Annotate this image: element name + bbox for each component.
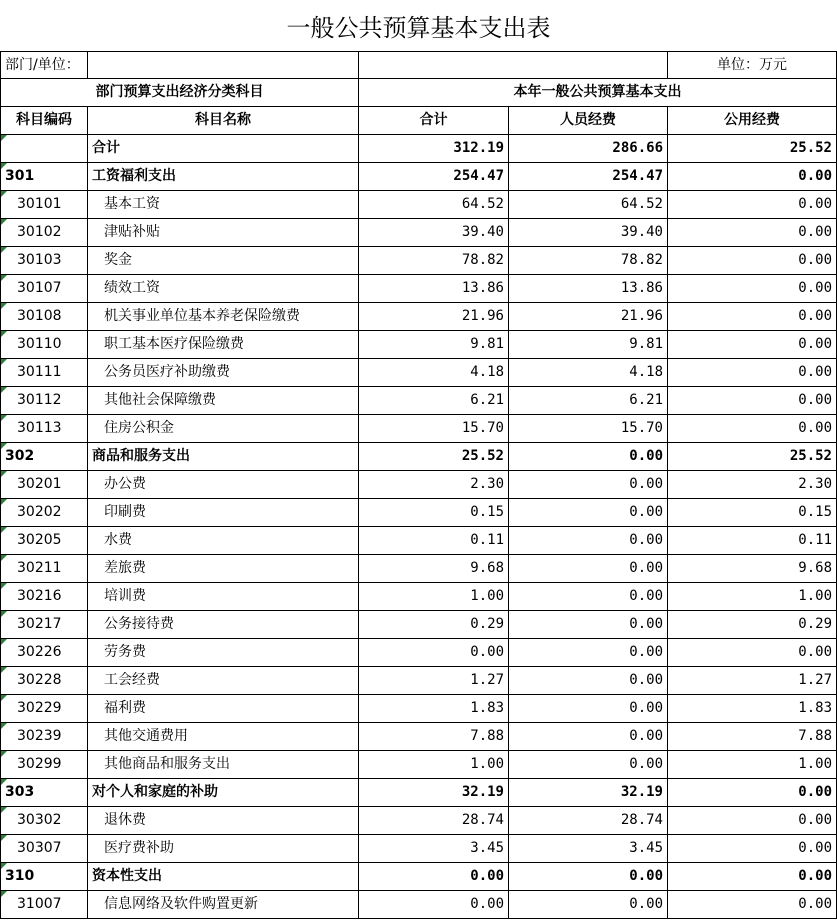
personnel-cell[interactable]: 6.21 — [509, 387, 668, 415]
table-row — [1, 891, 837, 919]
public-cell[interactable]: 0.00 — [668, 415, 837, 443]
total-cell[interactable]: 39.40 — [359, 219, 509, 247]
public-cell[interactable]: 1.27 — [668, 667, 837, 695]
header-group-left[interactable] — [1, 79, 359, 107]
header-total-label: 合计 — [419, 112, 448, 128]
total-cell[interactable]: 0.29 — [359, 611, 509, 639]
total-cell[interactable]: 64.52 — [359, 191, 509, 219]
personnel-cell[interactable]: 4.18 — [509, 359, 668, 387]
public-cell[interactable]: 1.00 — [668, 751, 837, 779]
table-row — [1, 835, 837, 863]
total-cell[interactable]: 9.68 — [359, 555, 509, 583]
header-group-right[interactable] — [359, 79, 837, 107]
total-cell[interactable]: 2.30 — [359, 471, 509, 499]
table-row — [1, 499, 837, 527]
header-name[interactable] — [88, 107, 359, 135]
table-row — [1, 639, 837, 667]
header-code[interactable] — [1, 107, 88, 135]
code-cell[interactable]: 30228 — [1, 667, 88, 695]
code-cell[interactable]: 30201 — [1, 471, 88, 499]
name-cell[interactable]: 劳务费 — [88, 639, 359, 667]
personnel-cell[interactable]: 32.19 — [509, 779, 668, 807]
table-row — [1, 807, 837, 835]
table-row — [1, 751, 837, 779]
public-cell[interactable]: 0.00 — [668, 807, 837, 835]
blank-cell[interactable] — [359, 52, 668, 79]
name-cell[interactable]: 水费 — [88, 527, 359, 555]
personnel-cell[interactable]: 13.86 — [509, 275, 668, 303]
personnel-cell[interactable]: 0.00 — [509, 751, 668, 779]
dept-label: 部门/单位： — [5, 57, 80, 73]
code-cell[interactable]: 301 — [1, 163, 88, 191]
personnel-cell[interactable]: 39.40 — [509, 219, 668, 247]
personnel-cell[interactable]: 0.00 — [509, 723, 668, 751]
table-row — [1, 303, 837, 331]
personnel-cell[interactable]: 9.81 — [509, 331, 668, 359]
dept-label-cell[interactable] — [1, 52, 88, 79]
personnel-cell[interactable]: 0.00 — [509, 527, 668, 555]
code-cell[interactable]: 30302 — [1, 807, 88, 835]
public-cell[interactable]: 0.00 — [668, 331, 837, 359]
table-row — [1, 163, 837, 191]
personnel-cell[interactable]: 0.00 — [509, 639, 668, 667]
personnel-cell[interactable]: 0.00 — [509, 863, 668, 891]
code-cell[interactable]: 30239 — [1, 723, 88, 751]
table-row — [1, 527, 837, 555]
table-row — [1, 723, 837, 751]
code-cell[interactable]: 30211 — [1, 555, 88, 583]
name-cell[interactable]: 绩效工资 — [88, 275, 359, 303]
public-cell[interactable]: 0.00 — [668, 779, 837, 807]
personnel-cell[interactable]: 0.00 — [509, 667, 668, 695]
name-cell[interactable]: 其他社会保障缴费 — [88, 387, 359, 415]
name-cell[interactable]: 差旅费 — [88, 555, 359, 583]
name-cell[interactable]: 奖金 — [88, 247, 359, 275]
table-row — [1, 415, 837, 443]
total-cell[interactable]: 32.19 — [359, 779, 509, 807]
budget-table — [0, 51, 837, 919]
total-cell[interactable]: 13.86 — [359, 275, 509, 303]
public-cell[interactable]: 0.00 — [668, 387, 837, 415]
total-cell[interactable]: 1.83 — [359, 695, 509, 723]
personnel-cell[interactable]: 78.82 — [509, 247, 668, 275]
table-row — [1, 583, 837, 611]
total-cell[interactable]: 6.21 — [359, 387, 509, 415]
public-cell[interactable]: 0.00 — [668, 275, 837, 303]
table-row — [1, 611, 837, 639]
name-cell[interactable]: 福利费 — [88, 695, 359, 723]
dept-value-cell[interactable] — [88, 52, 359, 79]
code-cell[interactable]: 30103 — [1, 247, 88, 275]
personnel-cell[interactable]: 28.74 — [509, 807, 668, 835]
name-cell[interactable]: 公务员医疗补助缴费 — [88, 359, 359, 387]
code-cell[interactable]: 30112 — [1, 387, 88, 415]
code-cell[interactable]: 30226 — [1, 639, 88, 667]
code-cell[interactable]: 30205 — [1, 527, 88, 555]
total-cell[interactable]: 1.00 — [359, 583, 509, 611]
total-cell[interactable]: 4.18 — [359, 359, 509, 387]
name-cell[interactable]: 合计 — [88, 135, 359, 163]
table-row — [1, 247, 837, 275]
public-cell[interactable]: 1.00 — [668, 583, 837, 611]
code-cell[interactable]: 310 — [1, 863, 88, 891]
name-cell[interactable]: 其他交通费用 — [88, 723, 359, 751]
name-cell[interactable]: 信息网络及软件购置更新 — [88, 891, 359, 919]
name-cell[interactable]: 公务接待费 — [88, 611, 359, 639]
table-row — [1, 219, 837, 247]
header-public-label: 公用经费 — [724, 112, 780, 128]
table-row — [1, 275, 837, 303]
code-cell[interactable]: 30102 — [1, 219, 88, 247]
public-cell[interactable]: 0.00 — [668, 303, 837, 331]
page-title: 一般公共预算基本支出表 — [286, 14, 551, 42]
table-row — [1, 359, 837, 387]
personnel-cell[interactable]: 15.70 — [509, 415, 668, 443]
public-cell[interactable]: 9.68 — [668, 555, 837, 583]
header-group-right-label: 本年一般公共预算基本支出 — [513, 84, 682, 100]
total-cell[interactable]: 7.88 — [359, 723, 509, 751]
name-cell[interactable]: 培训费 — [88, 583, 359, 611]
code-cell[interactable]: 30111 — [1, 359, 88, 387]
code-cell[interactable]: 30101 — [1, 191, 88, 219]
name-cell[interactable]: 印刷费 — [88, 499, 359, 527]
code-cell[interactable] — [1, 135, 88, 163]
total-cell[interactable]: 28.74 — [359, 807, 509, 835]
personnel-cell[interactable]: 0.00 — [509, 583, 668, 611]
public-cell[interactable]: 0.00 — [668, 835, 837, 863]
total-cell[interactable]: 312.19 — [359, 135, 509, 163]
name-cell[interactable]: 商品和服务支出 — [88, 443, 359, 471]
name-cell[interactable]: 对个人和家庭的补助 — [88, 779, 359, 807]
name-cell[interactable]: 基本工资 — [88, 191, 359, 219]
total-cell[interactable]: 1.00 — [359, 751, 509, 779]
public-cell[interactable]: 0.00 — [668, 891, 837, 919]
header-name-label: 科目名称 — [195, 112, 251, 128]
header-public[interactable] — [668, 107, 837, 135]
personnel-cell[interactable]: 286.66 — [509, 135, 668, 163]
personnel-cell[interactable]: 3.45 — [509, 835, 668, 863]
code-cell[interactable]: 30107 — [1, 275, 88, 303]
public-cell[interactable]: 25.52 — [668, 443, 837, 471]
public-cell[interactable]: 0.00 — [668, 639, 837, 667]
personnel-cell[interactable]: 64.52 — [509, 191, 668, 219]
unit-label-cell[interactable] — [668, 52, 837, 79]
code-cell[interactable]: 303 — [1, 779, 88, 807]
table-row — [1, 135, 837, 163]
name-cell[interactable]: 其他商品和服务支出 — [88, 751, 359, 779]
name-cell[interactable]: 津贴补贴 — [88, 219, 359, 247]
name-cell[interactable]: 医疗费补助 — [88, 835, 359, 863]
public-cell[interactable]: 7.88 — [668, 723, 837, 751]
code-cell[interactable]: 30307 — [1, 835, 88, 863]
header-personnel[interactable] — [509, 107, 668, 135]
name-cell[interactable]: 资本性支出 — [88, 863, 359, 891]
total-cell[interactable]: 0.00 — [359, 639, 509, 667]
header-code-label: 科目编码 — [16, 112, 72, 128]
public-cell[interactable]: 0.00 — [668, 219, 837, 247]
personnel-cell[interactable]: 0.00 — [509, 471, 668, 499]
total-cell[interactable]: 254.47 — [359, 163, 509, 191]
table-row — [1, 667, 837, 695]
personnel-cell[interactable]: 0.00 — [509, 443, 668, 471]
code-cell[interactable]: 30217 — [1, 611, 88, 639]
total-cell[interactable]: 0.00 — [359, 863, 509, 891]
total-cell[interactable]: 25.52 — [359, 443, 509, 471]
personnel-cell[interactable]: 0.00 — [509, 891, 668, 919]
name-cell[interactable]: 退休费 — [88, 807, 359, 835]
table-row — [1, 331, 837, 359]
public-cell[interactable]: 1.83 — [668, 695, 837, 723]
code-cell[interactable]: 30202 — [1, 499, 88, 527]
code-cell[interactable]: 30216 — [1, 583, 88, 611]
public-cell[interactable]: 0.00 — [668, 191, 837, 219]
total-cell[interactable]: 1.27 — [359, 667, 509, 695]
code-cell[interactable]: 31007 — [1, 891, 88, 919]
code-cell[interactable]: 30110 — [1, 331, 88, 359]
table-row — [1, 387, 837, 415]
total-cell[interactable]: 0.00 — [359, 891, 509, 919]
total-cell[interactable]: 78.82 — [359, 247, 509, 275]
code-cell[interactable]: 30299 — [1, 751, 88, 779]
public-cell[interactable]: 0.15 — [668, 499, 837, 527]
total-cell[interactable]: 0.15 — [359, 499, 509, 527]
unit-label: 单位：万元 — [717, 57, 787, 73]
total-cell[interactable]: 3.45 — [359, 835, 509, 863]
table-row — [1, 443, 837, 471]
table-body — [1, 135, 837, 919]
table-row — [1, 471, 837, 499]
total-cell[interactable]: 15.70 — [359, 415, 509, 443]
code-cell[interactable]: 302 — [1, 443, 88, 471]
code-cell[interactable]: 30113 — [1, 415, 88, 443]
personnel-cell[interactable]: 0.00 — [509, 499, 668, 527]
name-cell[interactable]: 工资福利支出 — [88, 163, 359, 191]
unit-row — [1, 52, 837, 79]
public-cell[interactable]: 0.00 — [668, 359, 837, 387]
table-row — [1, 863, 837, 891]
code-cell[interactable]: 30229 — [1, 695, 88, 723]
name-cell[interactable]: 职工基本医疗保险缴费 — [88, 331, 359, 359]
table-row — [1, 555, 837, 583]
header-columns-row — [1, 107, 837, 135]
header-personnel-label: 人员经费 — [560, 112, 616, 128]
public-cell[interactable]: 0.00 — [668, 863, 837, 891]
name-cell[interactable]: 机关事业单位基本养老保险缴费 — [88, 303, 359, 331]
code-cell[interactable]: 30108 — [1, 303, 88, 331]
table-row — [1, 695, 837, 723]
name-cell[interactable]: 工会经费 — [88, 667, 359, 695]
header-group-left-label: 部门预算支出经济分类科目 — [95, 84, 264, 100]
table-row — [1, 779, 837, 807]
public-cell[interactable]: 0.11 — [668, 527, 837, 555]
personnel-cell[interactable]: 21.96 — [509, 303, 668, 331]
public-cell[interactable]: 0.00 — [668, 247, 837, 275]
personnel-cell[interactable]: 254.47 — [509, 163, 668, 191]
public-cell[interactable]: 0.00 — [668, 163, 837, 191]
public-cell[interactable]: 25.52 — [668, 135, 837, 163]
name-cell[interactable]: 住房公积金 — [88, 415, 359, 443]
public-cell[interactable]: 0.29 — [668, 611, 837, 639]
table-row — [1, 191, 837, 219]
personnel-cell[interactable]: 0.00 — [509, 611, 668, 639]
header-group-row — [1, 79, 837, 107]
total-cell[interactable]: 0.11 — [359, 527, 509, 555]
total-cell[interactable]: 21.96 — [359, 303, 509, 331]
name-cell[interactable]: 办公费 — [88, 471, 359, 499]
personnel-cell[interactable]: 0.00 — [509, 695, 668, 723]
header-total[interactable] — [359, 107, 509, 135]
public-cell[interactable]: 2.30 — [668, 471, 837, 499]
total-cell[interactable]: 9.81 — [359, 331, 509, 359]
personnel-cell[interactable]: 0.00 — [509, 555, 668, 583]
